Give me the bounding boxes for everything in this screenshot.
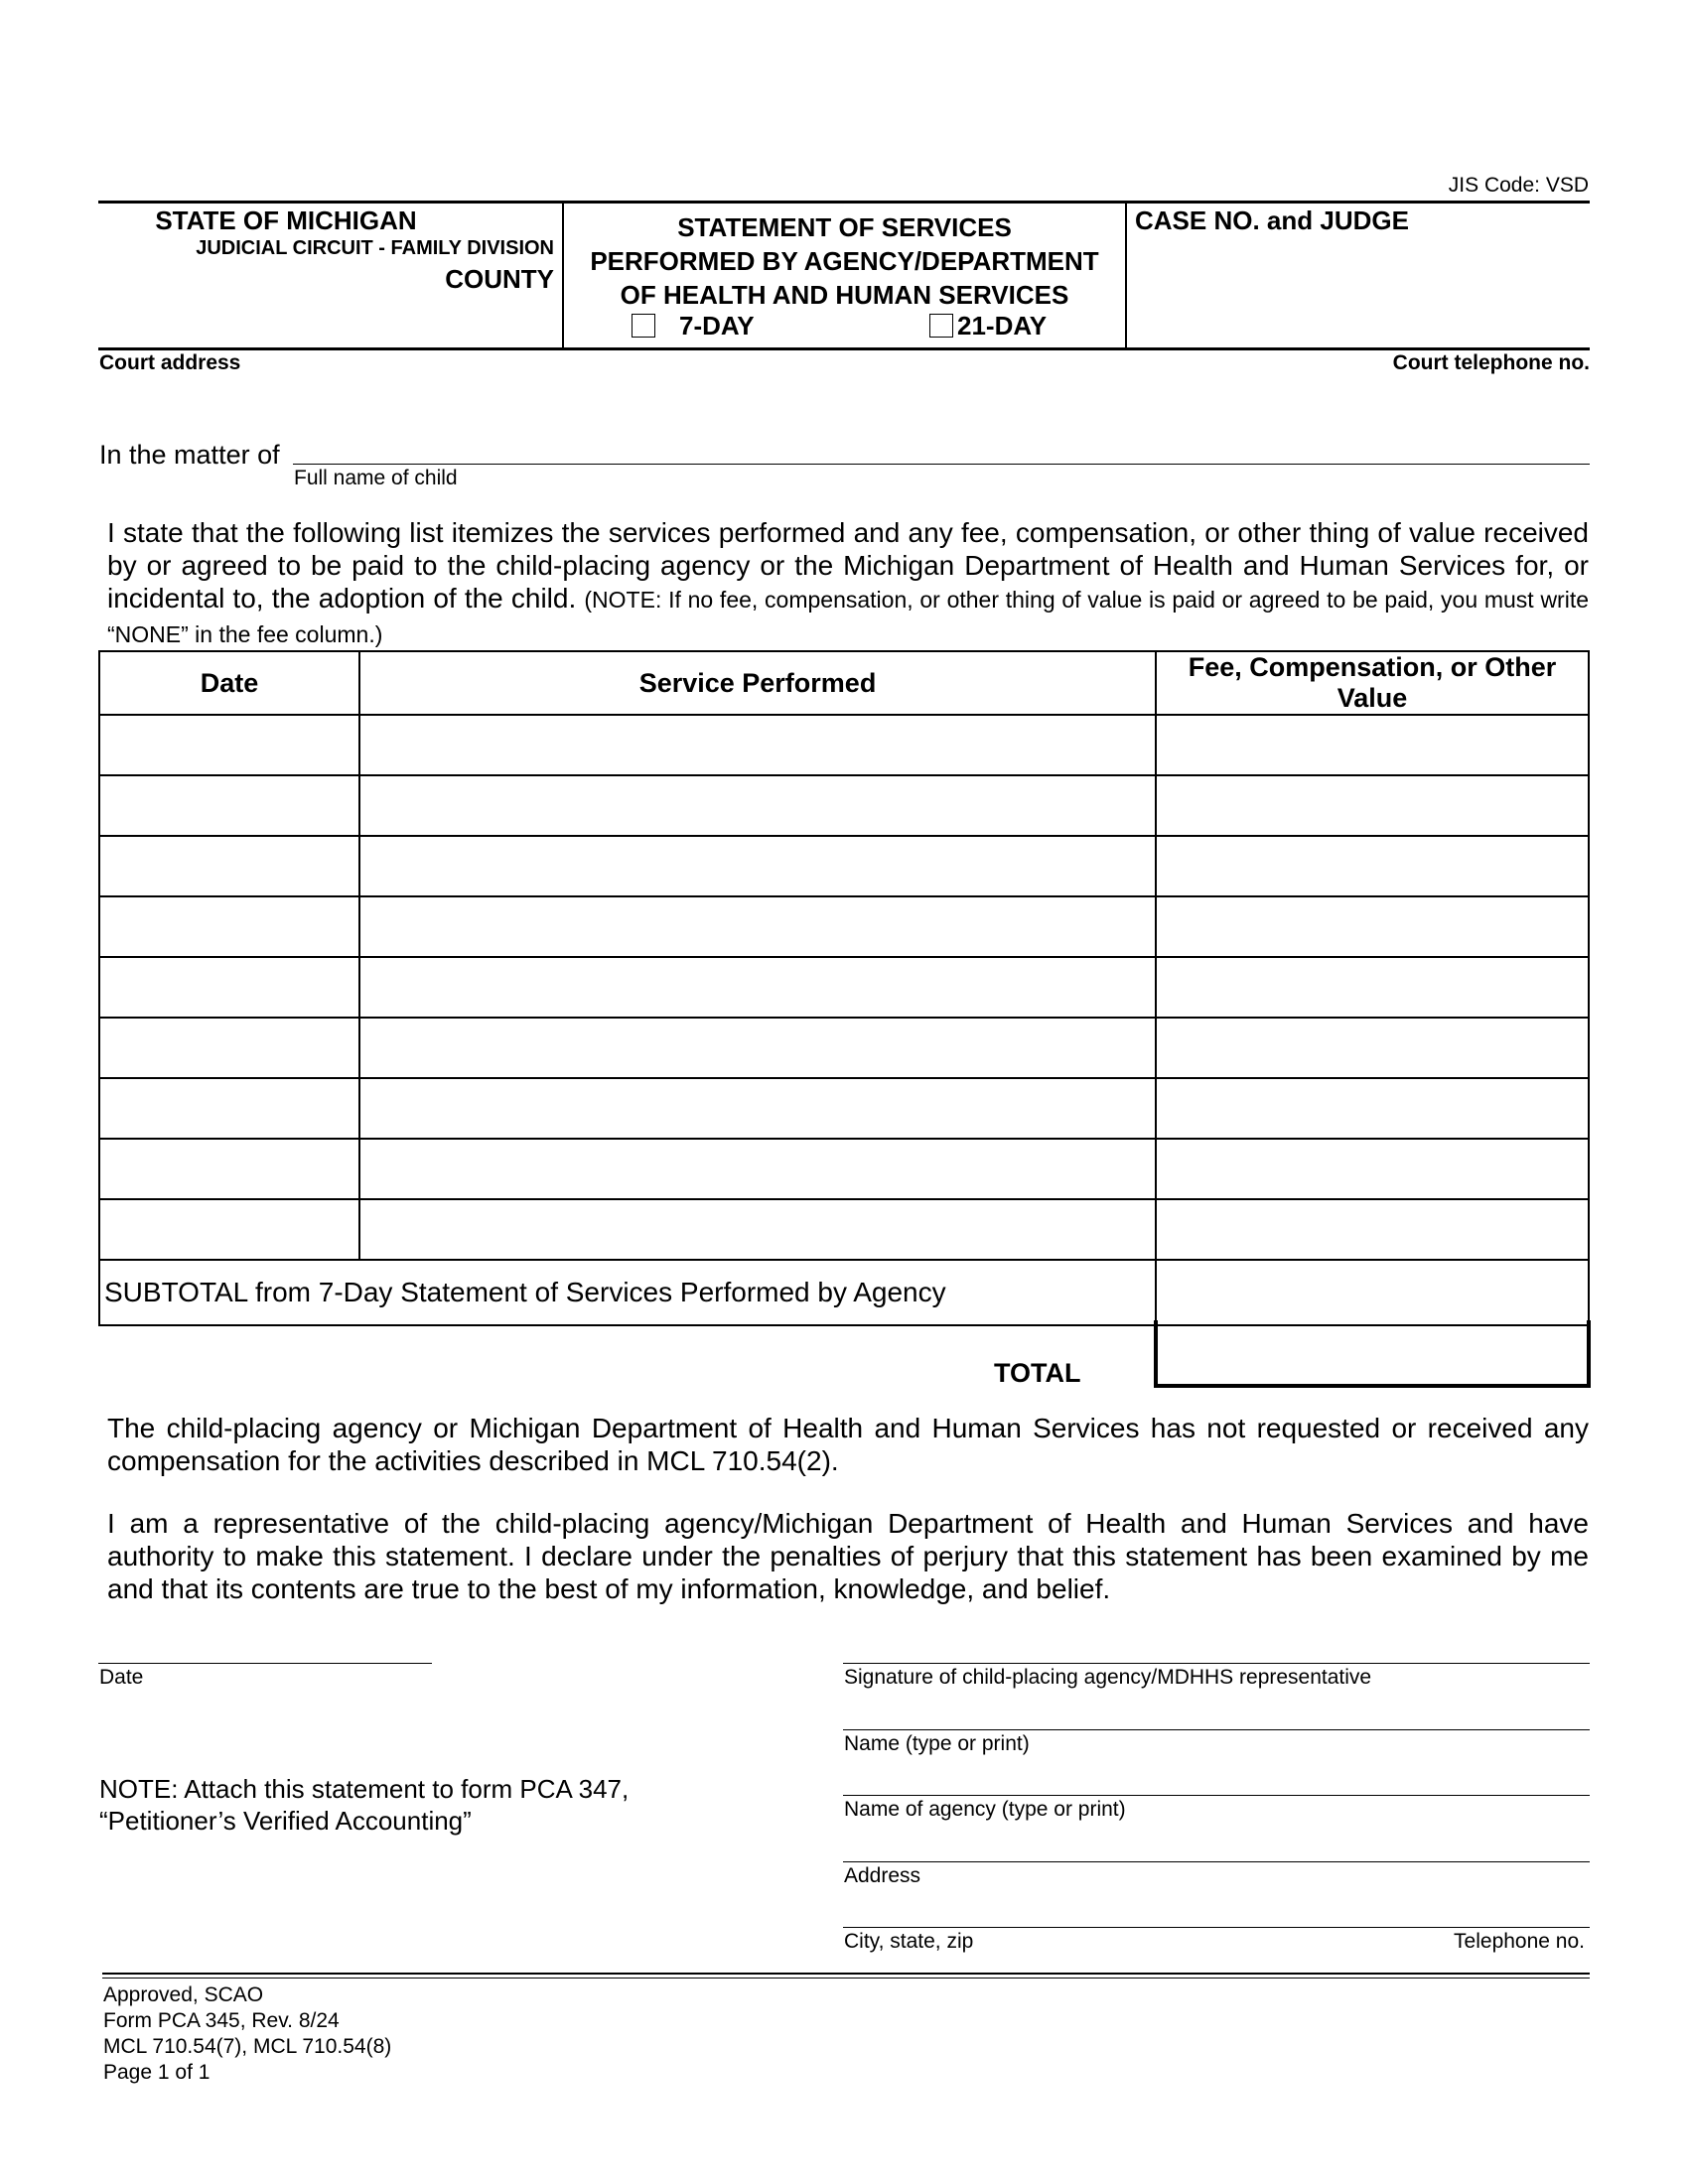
table-row bbox=[99, 1199, 1589, 1260]
telephone-label: Telephone no. bbox=[1454, 1930, 1585, 1953]
table-row bbox=[99, 1139, 1589, 1199]
date-cell[interactable] bbox=[99, 1018, 359, 1078]
fee-cell[interactable] bbox=[1156, 836, 1589, 896]
date-cell[interactable] bbox=[99, 1199, 359, 1260]
court-phone-label: Court telephone no. bbox=[1392, 351, 1590, 374]
fee-cell[interactable] bbox=[1156, 1139, 1589, 1199]
header-top-rule bbox=[98, 201, 1590, 204]
city-state-zip-field[interactable] bbox=[843, 1927, 1590, 1928]
signature-field[interactable] bbox=[843, 1663, 1590, 1664]
intro-text: I state that the following list itemizes the services performed and any fee, compensation, or other thing of value received by or agreed to be paid to the child-placing agency or the Michigan Department of Health and Human Services for, or incidental to, the adoption of the child. bbox=[107, 517, 1589, 614]
footer-mcl: MCL 710.54(7), MCL 710.54(8) bbox=[103, 2035, 392, 2058]
name-label: Name (type or print) bbox=[844, 1732, 1030, 1755]
subtotal-value[interactable] bbox=[1156, 1260, 1589, 1325]
city-state-zip-label: City, state, zip bbox=[844, 1930, 974, 1953]
service-cell[interactable] bbox=[359, 715, 1156, 775]
circuit-label: JUDICIAL CIRCUIT - FAMILY DIVISION bbox=[196, 237, 554, 259]
table-row bbox=[99, 896, 1589, 957]
fee-cell[interactable] bbox=[1156, 775, 1589, 836]
service-cell[interactable] bbox=[359, 1139, 1156, 1199]
state-name: STATE OF MICHIGAN bbox=[155, 205, 417, 235]
date-cell[interactable] bbox=[99, 836, 359, 896]
fee-cell[interactable] bbox=[1156, 957, 1589, 1018]
service-cell[interactable] bbox=[359, 1078, 1156, 1139]
option-21day[interactable] bbox=[929, 311, 1047, 341]
form-title-line-1: STATEMENT OF SERVICES bbox=[677, 212, 1012, 242]
table-row bbox=[99, 957, 1589, 1018]
date-cell[interactable] bbox=[99, 775, 359, 836]
services-table bbox=[98, 650, 1590, 1326]
footer-block bbox=[103, 1982, 391, 2086]
form-title bbox=[564, 210, 1125, 312]
form-title-line-3: OF HEALTH AND HUMAN SERVICES bbox=[620, 280, 1069, 310]
declaration-statement: I am a representative of the child-placing agency/Michigan Department of Health and Human Services and have authority to make this statement. I declare under the penalties of perjury that this statement has been examined by me and that its contents are true to the best of my information, knowledge, and belief. bbox=[107, 1508, 1589, 1604]
total-value[interactable] bbox=[1154, 1320, 1591, 1388]
footer-rule-1 bbox=[102, 1973, 1590, 1975]
name-field[interactable] bbox=[843, 1729, 1590, 1730]
date-cell[interactable] bbox=[99, 1139, 359, 1199]
agency-name-field[interactable] bbox=[843, 1795, 1590, 1796]
service-cell[interactable] bbox=[359, 836, 1156, 896]
service-cell[interactable] bbox=[359, 896, 1156, 957]
date-field[interactable] bbox=[98, 1663, 432, 1664]
attach-note-line-1: NOTE: Attach this statement to form PCA 347, bbox=[99, 1774, 630, 1804]
attach-note-line-2: “Petitioner’s Verified Accounting” bbox=[99, 1806, 472, 1836]
fee-cell[interactable] bbox=[1156, 1199, 1589, 1260]
table-row bbox=[99, 775, 1589, 836]
intro-paragraph bbox=[107, 516, 1589, 651]
total-label: TOTAL bbox=[994, 1358, 1081, 1388]
subtotal-row bbox=[99, 1260, 1589, 1325]
fee-cell[interactable] bbox=[1156, 896, 1589, 957]
attach-note bbox=[99, 1773, 629, 1837]
intro-note: (NOTE: If no fee, compensation, or other thing of value is paid or agreed to be paid, you must write “NONE” in the fee column.) bbox=[107, 587, 1590, 647]
matter-label: In the matter of bbox=[99, 440, 280, 470]
checkbox-7day[interactable] bbox=[632, 314, 655, 338]
fee-cell[interactable] bbox=[1156, 1078, 1589, 1139]
date-cell[interactable] bbox=[99, 1078, 359, 1139]
service-cell[interactable] bbox=[359, 775, 1156, 836]
case-no-label: CASE NO. and JUDGE bbox=[1135, 205, 1409, 235]
child-name-field[interactable] bbox=[293, 464, 1590, 465]
date-cell[interactable] bbox=[99, 896, 359, 957]
table-row bbox=[99, 836, 1589, 896]
col-header-service: Service Performed bbox=[359, 651, 1156, 715]
court-address-label: Court address bbox=[99, 351, 241, 374]
county-label: COUNTY bbox=[445, 264, 554, 294]
table-row bbox=[99, 715, 1589, 775]
address-label: Address bbox=[844, 1864, 921, 1887]
date-cell[interactable] bbox=[99, 715, 359, 775]
fee-cell[interactable] bbox=[1156, 1018, 1589, 1078]
signature-label: Signature of child-placing agency/MDHHS representative bbox=[844, 1666, 1372, 1689]
fee-cell[interactable] bbox=[1156, 715, 1589, 775]
address-field[interactable] bbox=[843, 1861, 1590, 1862]
table-row bbox=[99, 1078, 1589, 1139]
col-header-date: Date bbox=[99, 651, 359, 715]
table-row bbox=[99, 1018, 1589, 1078]
col-header-fee: Fee, Compensation, or Other Value bbox=[1156, 651, 1589, 715]
jis-code: JIS Code: VSD bbox=[1448, 174, 1589, 197]
option-21day-label: 21-DAY bbox=[957, 311, 1048, 341]
date-label: Date bbox=[99, 1666, 144, 1689]
date-cell[interactable] bbox=[99, 957, 359, 1018]
service-cell[interactable] bbox=[359, 957, 1156, 1018]
agency-name-label: Name of agency (type or print) bbox=[844, 1798, 1126, 1821]
header-divider-2 bbox=[1125, 201, 1127, 349]
child-name-sublabel: Full name of child bbox=[294, 467, 458, 489]
subtotal-label: SUBTOTAL from 7-Day Statement of Services Performed by Agency bbox=[99, 1260, 1156, 1325]
form-title-line-2: PERFORMED BY AGENCY/DEPARTMENT bbox=[590, 246, 1099, 276]
service-cell[interactable] bbox=[359, 1018, 1156, 1078]
checkbox-21day[interactable] bbox=[929, 314, 953, 338]
footer-approved: Approved, SCAO bbox=[103, 1983, 264, 2006]
footer-page: Page 1 of 1 bbox=[103, 2061, 211, 2084]
footer-rule-2 bbox=[102, 1978, 1590, 1979]
service-cell[interactable] bbox=[359, 1199, 1156, 1260]
table-header-row bbox=[99, 651, 1589, 715]
option-7day-label: 7-DAY bbox=[679, 311, 755, 341]
footer-form-number: Form PCA 345, Rev. 8/24 bbox=[103, 2009, 340, 2032]
option-7day[interactable] bbox=[632, 311, 755, 341]
header-bottom-rule bbox=[98, 347, 1590, 350]
compensation-statement: The child-placing agency or Michigan Department of Health and Human Services has not requested or received any compensation for the activities described in MCL 710.54(2). bbox=[107, 1413, 1589, 1476]
